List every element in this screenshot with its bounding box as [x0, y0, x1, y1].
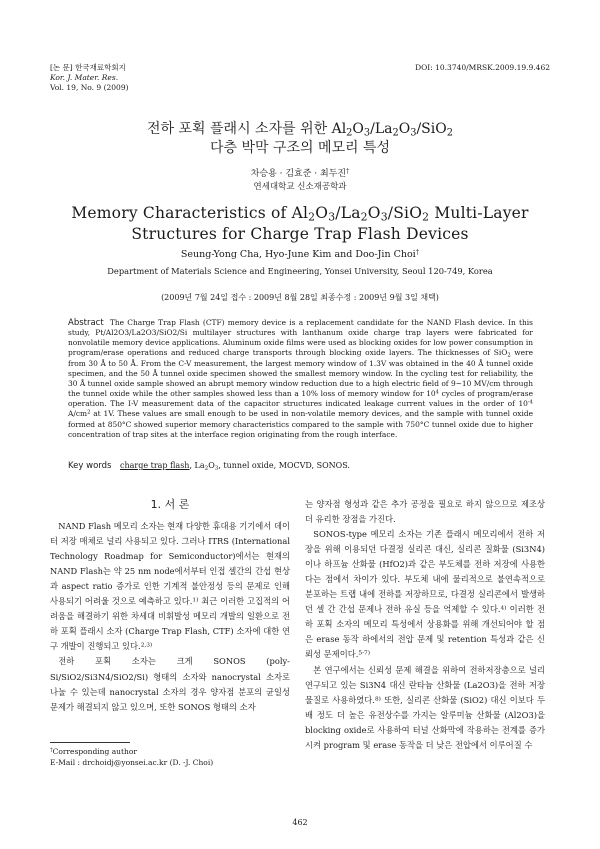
title-korean-formula: $Al_2O_3/La_2O_3/SiO_2$: [331, 121, 453, 139]
journal-name-ko: [논 문] 한국재료학회지: [50, 63, 126, 72]
journal-header: [50, 63, 310, 93]
abstract: [68, 318, 533, 440]
citation: 2,3): [140, 642, 153, 649]
title-korean-line2: 다층 박막 구조의 메모리 특성: [209, 140, 391, 156]
body-column-right: [305, 497, 545, 753]
abstract-sub: 2: [507, 352, 511, 359]
keyword-la2o3: $La_2O_3$: [194, 461, 219, 472]
citation: 1): [192, 597, 199, 604]
page-number: 462: [292, 818, 308, 827]
paragraph: [305, 663, 545, 753]
keyword-charge-trap-flash: charge trap flash: [119, 461, 190, 470]
submission-dates: (2009년 7월 24일 접수 : 2009년 8월 28일 최종수정 : 2009년 9월 3일 채택): [161, 293, 439, 302]
citation: 5-7): [358, 650, 370, 657]
corresponding-dagger-en: †: [415, 248, 420, 257]
paragraph-text: 이러한 전하 포획 소자의 메모리 특성에서 상용화를 위해 개선되어야 할 점은 erase 동작 하에서의 전압 문제 및 retention 특성과 같은 신뢰성 문제이다.: [305, 604, 545, 660]
abstract-sup-area: 2: [87, 410, 91, 417]
footnote-line1: Corresponding author: [52, 747, 137, 756]
keywords-rest: , tunnel oxide, MOCVD, SONOS.: [218, 461, 350, 470]
abstract-text-2: were from 30 Å to 50 Å. From the C-V measurement, the largest memory window of 1.3V was obtained in the 40 Å tunnel oxide specimen, and the 50 Å tunnel oxide specimen showed the smallest memory window. In the cycling test for reliability, the 30 Å tunnel oxide sample showed an abrupt memory window reduction due to a high electric field of 9~10 MV/cm through the tunnel oxide while the other samples showed less than a 10% loss of memory window for 10: [68, 348, 533, 399]
abstract-text-1: The Charge Trap Flash (CTF) memory device is a replacement candidate for the NAND Flash device. In this study, Pt/Al2O3/La2O3/SiO2/Si multilayer structures with lanthanum oxide charge trap layers were fabricated for nonvolatile memory device applications. Aluminum oxide films were used as blocking oxides for low power consumption in program/erase operations and reduced charge transports through blocking oxide layers. The thicknesses of SiO: [68, 318, 533, 358]
paragraph-text: 본 연구에서는 신뢰성 문제 해결을 위하여 전하저장층으로 널리 연구되고 있는 Si3N4 대신 란타늄 산화물 (La2O3)을 전하 저장 물질로 사용하였다.: [305, 664, 545, 705]
affiliation-english: Department of Materials Science and Engineering, Yonsei University, Seoul 120-749, Korea: [107, 266, 493, 276]
title-english: [50, 203, 550, 245]
paragraph: 전하 포획 소자는 크게 SONOS (poly-Si/SiO2/Si3N4/SiO2/Si) 형태의 소자와 nanocrystal 소자로 나눌 수 있는데 nanocrystal 소자의 경우 양자점 분포의 균일성 문제가 해결되지 않고 있으며, 또한 SONOS 형태의 소자: [50, 656, 290, 712]
paragraph-text: NAND Flash 메모리 소자는 현재 다양한 휴대용 기기에서 데이터 저장 매체로 널리 사용되고 있다. 그러나 ITRS (International Technology Roadmap for Semiconductor)에서는 현재의 NAND Flash는 약 25 nm node에서부터 인접 셀간의 간섭 현상과 aspect ratio 증가로 인한 기계적 불안정성 등의 문제로 인해 사용되기 어려울 것으로 예측하고 있다.: [50, 521, 290, 607]
authors-korean-names: 차승용 · 김효준 · 최두진: [250, 169, 347, 179]
abstract-text-4: A/cm: [68, 409, 88, 419]
citation: 4): [500, 605, 507, 612]
title-english-prefix: Memory Characteristics of: [71, 204, 292, 222]
footnote-email: E-Mail : drchoidj@yonsei.ac.kr (D. -J. Choi): [50, 758, 214, 767]
title-korean-prefix: 전하 포획 플래시 소자를 위한: [147, 121, 332, 137]
title-english-suffix: Multi-Layer: [429, 204, 529, 222]
paragraph-text: 또한, 실리콘 산화물 (SiO2) 대신 이보다 두 배 정도 더 높은 유전상수를 가지는 알루미늄 산화물 (Al2O3)을 blocking oxide로 사용하여 터널 산화막에 작용하는 전계를 증가시켜 program 및 erase 동작을 더 낮은 전압에서 이루어질 수: [305, 694, 545, 750]
corresponding-dagger: †: [346, 168, 350, 176]
abstract-sup-exponent: -4: [527, 399, 533, 406]
authors-english-names: Seung-Yong Cha, Hyo-June Kim and Doo-Jin Choi: [180, 249, 416, 260]
journal-volume: Vol. 19, No. 9 (2009): [50, 83, 129, 92]
affiliation-korean: 연세대학교 신소재공학과: [253, 182, 347, 192]
title-english-line2: Structures for Charge Trap Flash Devices: [131, 225, 469, 243]
footnote-dagger: †: [50, 747, 53, 754]
paragraph: 는 양자점 형성과 같은 추가 공정을 필요로 하지 않으므로 제조상 더 유리한 장점을 가진다.: [305, 499, 545, 525]
title-english-line1: [50, 203, 550, 224]
citation: 8): [374, 696, 381, 702]
abstract-label: Abstract: [68, 318, 104, 328]
footnote-corresponding: [50, 746, 213, 757]
paragraph-text: 최근 이러한 고집적의 어려움을 해결하기 위한 차세대 비휘발성 메모리 개발의 일환으로 전하 포획 플래시 소자 (Charge Trap Flash, CTF) 소자에 대한 연구 개발이 진행되고 있다.: [50, 596, 290, 652]
title-english-formula: $Al_2O_3/La_2O_3/SiO_2$: [291, 204, 430, 224]
footnote-divider: [50, 742, 130, 743]
keywords: Key words charge trap flash, $La_2O_3$, tunnel oxide, MOCVD, SONOS.: [68, 461, 350, 472]
paragraph-text: SONOS-type 메모리 소자는 기존 플래시 메모리에서 전하 저장을 위해 이용되던 다결정 실리콘 대신, 실리콘 질화물 (Si3N4)이나 하프늄 산화물 (HfO2)과 같은 부도체를 전하 저장에 사용한다는 점에서 차이가 있다. 부도체 내에 물리적으로 불연속적으로 분포하는 트랩 내에 전하를 저장하므로, 다결정 실리콘에서 발생하던 셀 간 간섭 문제나 전하 유실 등을 억제할 수 있다.: [305, 529, 545, 615]
doi: DOI: 10.3740/MRSK.2009.19.9.462: [415, 63, 550, 72]
paragraph: [50, 519, 290, 654]
footnote: [50, 746, 213, 768]
section-heading-introduction: 1. 서 론: [150, 498, 190, 511]
abstract-text-5: at 1V. These values are small enough to be used in non-volatile memory devices, and the sample with tunnel oxide formed at 850°C showed superior memory characteristics compared to the sample with 750°C tunnel oxide due to higher concentration of trap sites at the interface region originating from the rough interface.: [68, 409, 533, 439]
abstract-sup-cycles: 4: [435, 389, 439, 396]
title-korean-line1: [50, 120, 550, 139]
paragraph: [305, 527, 545, 662]
journal-abbreviation: Kor. J. Mater. Res.: [50, 73, 119, 82]
authors-korean: [50, 166, 550, 179]
authors-english: [50, 249, 550, 260]
abstract-text-3: cycles of program/erase operation. The I-V measurement data of the capacitor structures indicated leakage current values in the order of 10: [68, 389, 533, 409]
body-column-left: [50, 497, 290, 715]
title-korean: [50, 120, 550, 158]
keywords-label: Key words: [68, 461, 112, 471]
